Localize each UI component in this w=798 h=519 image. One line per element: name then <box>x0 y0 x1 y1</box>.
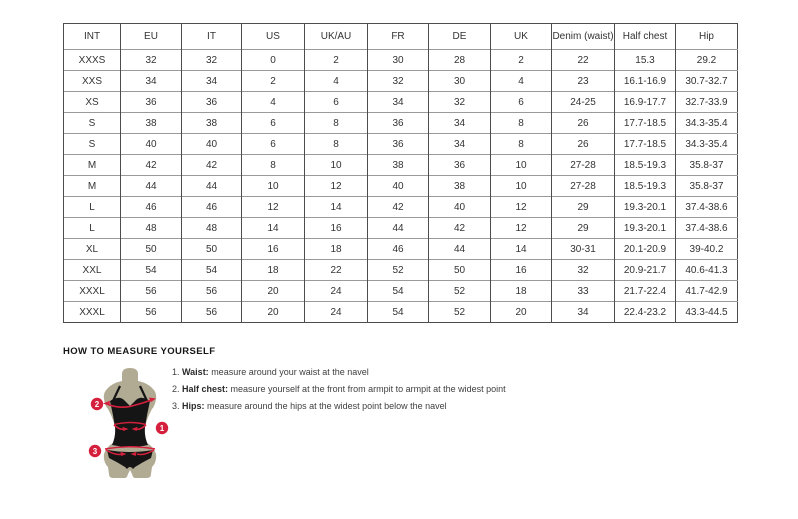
table-cell: S <box>64 134 121 155</box>
table-cell: 12 <box>305 176 368 197</box>
table-cell: 44 <box>121 176 182 197</box>
table-cell: XXXL <box>64 281 121 302</box>
table-cell: 8 <box>491 134 552 155</box>
table-cell: 8 <box>491 113 552 134</box>
table-cell: 37.4-38.6 <box>676 218 738 239</box>
table-cell: 24 <box>305 281 368 302</box>
instruction-label: Waist: <box>182 367 209 377</box>
table-cell: 28 <box>429 50 491 71</box>
table-cell: 48 <box>182 218 242 239</box>
table-cell: XXXL <box>64 302 121 323</box>
instruction-number: 1. <box>172 367 183 377</box>
measurement-figure <box>86 366 170 479</box>
table-row <box>64 302 738 323</box>
instruction-text: measure around the hips at the widest point below the navel <box>204 401 447 411</box>
table-cell: 4 <box>242 92 305 113</box>
hips-badge <box>89 445 101 457</box>
table-cell: 30.7-32.7 <box>676 71 738 92</box>
table-cell: 38 <box>429 176 491 197</box>
table-cell: 14 <box>305 197 368 218</box>
table-cell: 16.9-17.7 <box>615 92 676 113</box>
table-cell: 36 <box>368 134 429 155</box>
table-row <box>64 155 738 176</box>
column-header: Hip <box>676 24 738 50</box>
table-cell: 8 <box>305 134 368 155</box>
table-cell: 14 <box>491 239 552 260</box>
table-row <box>64 50 738 71</box>
column-header: INT <box>64 24 121 50</box>
table-cell: 12 <box>242 197 305 218</box>
table-cell: 32 <box>182 50 242 71</box>
table-cell: 44 <box>368 218 429 239</box>
table-cell: 6 <box>242 113 305 134</box>
table-cell: 17.7-18.5 <box>615 134 676 155</box>
table-cell: 16 <box>491 260 552 281</box>
table-cell: 36 <box>429 155 491 176</box>
table-cell: 32 <box>121 50 182 71</box>
instruction-number: 2. <box>172 384 183 394</box>
table-cell: 22 <box>552 50 615 71</box>
table-row <box>64 134 738 155</box>
table-cell: 34.3-35.4 <box>676 113 738 134</box>
table-cell: 36 <box>121 92 182 113</box>
table-cell: 12 <box>491 197 552 218</box>
table-cell: 6 <box>491 92 552 113</box>
table-cell: 18.5-19.3 <box>615 155 676 176</box>
measure-instructions <box>172 367 506 418</box>
table-cell: 22 <box>305 260 368 281</box>
table-row <box>64 71 738 92</box>
table-cell: 8 <box>242 155 305 176</box>
table-cell: 26 <box>552 113 615 134</box>
table-cell: XXL <box>64 260 121 281</box>
table-cell: 2 <box>491 50 552 71</box>
table-cell: 54 <box>121 260 182 281</box>
column-header: Half chest <box>615 24 676 50</box>
measure-heading: HOW TO MEASURE YOURSELF <box>63 346 216 357</box>
column-header: Denim (waist) <box>552 24 615 50</box>
table-cell: 54 <box>182 260 242 281</box>
table-cell: 16 <box>242 239 305 260</box>
table-cell: 15.3 <box>615 50 676 71</box>
table-cell: 20 <box>242 281 305 302</box>
table-cell: 30-31 <box>552 239 615 260</box>
table-cell: 36 <box>368 113 429 134</box>
table-cell: 35.8-37 <box>676 155 738 176</box>
table-cell: 18 <box>491 281 552 302</box>
size-chart-table <box>63 23 738 323</box>
table-cell: 20.1-20.9 <box>615 239 676 260</box>
table-cell: XL <box>64 239 121 260</box>
table-row <box>64 176 738 197</box>
table-cell: 23 <box>552 71 615 92</box>
table-cell: 19.3-20.1 <box>615 218 676 239</box>
table-cell: 16 <box>305 218 368 239</box>
table-cell: 32 <box>368 71 429 92</box>
table-cell: 54 <box>368 302 429 323</box>
table-cell: 52 <box>429 302 491 323</box>
table-cell: 32 <box>429 92 491 113</box>
table-cell: 50 <box>182 239 242 260</box>
measure-instruction <box>172 367 506 377</box>
table-cell: 52 <box>429 281 491 302</box>
table-cell: 18 <box>242 260 305 281</box>
table-cell: 46 <box>182 197 242 218</box>
table-cell: 43.3-44.5 <box>676 302 738 323</box>
table-cell: 27-28 <box>552 155 615 176</box>
table-cell: 37.4-38.6 <box>676 197 738 218</box>
table-cell: 56 <box>182 302 242 323</box>
table-cell: 24-25 <box>552 92 615 113</box>
table-cell: 54 <box>368 281 429 302</box>
table-cell: 6 <box>242 134 305 155</box>
chest-badge <box>91 398 103 410</box>
table-cell: 34 <box>552 302 615 323</box>
table-cell: 56 <box>182 281 242 302</box>
table-cell: XXXS <box>64 50 121 71</box>
table-cell: 50 <box>121 239 182 260</box>
table-cell: 44 <box>429 239 491 260</box>
table-cell: 48 <box>121 218 182 239</box>
table-cell: 40 <box>182 134 242 155</box>
table-cell: L <box>64 218 121 239</box>
table-cell: 34 <box>121 71 182 92</box>
table-cell: 39-40.2 <box>676 239 738 260</box>
table-cell: 30 <box>368 50 429 71</box>
table-cell: 38 <box>182 113 242 134</box>
instruction-label: Half chest: <box>182 384 229 394</box>
table-cell: 42 <box>182 155 242 176</box>
table-cell: 20 <box>491 302 552 323</box>
table-cell: 10 <box>305 155 368 176</box>
table-cell: 26 <box>552 134 615 155</box>
table-cell: 29 <box>552 197 615 218</box>
table-cell: 56 <box>121 302 182 323</box>
instruction-text: measure around your waist at the navel <box>208 367 369 377</box>
table-cell: 4 <box>491 71 552 92</box>
table-cell: 22.4-23.2 <box>615 302 676 323</box>
table-row <box>64 92 738 113</box>
table-cell: 2 <box>305 50 368 71</box>
table-cell: M <box>64 155 121 176</box>
table-cell: XS <box>64 92 121 113</box>
table-cell: 21.7-22.4 <box>615 281 676 302</box>
table-cell: 30 <box>429 71 491 92</box>
table-cell: 34 <box>182 71 242 92</box>
table-cell: 36 <box>182 92 242 113</box>
table-cell: L <box>64 197 121 218</box>
table-cell: 24 <box>305 302 368 323</box>
table-cell: 10 <box>491 155 552 176</box>
column-header: IT <box>182 24 242 50</box>
table-cell: 18 <box>305 239 368 260</box>
table-cell: 40 <box>429 197 491 218</box>
column-header: DE <box>429 24 491 50</box>
table-cell: XXS <box>64 71 121 92</box>
column-header: UK/AU <box>305 24 368 50</box>
table-cell: 44 <box>182 176 242 197</box>
table-cell: 40.6-41.3 <box>676 260 738 281</box>
waist-badge <box>156 422 168 434</box>
column-header: UK <box>491 24 552 50</box>
table-cell: 29.2 <box>676 50 738 71</box>
column-header: US <box>242 24 305 50</box>
table-cell: M <box>64 176 121 197</box>
table-cell: 41.7-42.9 <box>676 281 738 302</box>
table-cell: 56 <box>121 281 182 302</box>
table-cell: 42 <box>121 155 182 176</box>
table-cell: 8 <box>305 113 368 134</box>
table-header-row <box>64 24 738 50</box>
measure-instruction <box>172 384 506 394</box>
table-cell: 34 <box>429 113 491 134</box>
table-cell: 40 <box>121 134 182 155</box>
table-cell: 0 <box>242 50 305 71</box>
instruction-text: measure yourself at the front from armpit to armpit at the widest point <box>228 384 506 394</box>
measure-instruction <box>172 401 506 411</box>
table-row <box>64 239 738 260</box>
svg-text:3: 3 <box>92 447 98 456</box>
table-cell: 34 <box>429 134 491 155</box>
table-row <box>64 218 738 239</box>
table-row <box>64 260 738 281</box>
table-cell: 19.3-20.1 <box>615 197 676 218</box>
svg-text:2: 2 <box>94 400 100 409</box>
table-cell: 17.7-18.5 <box>615 113 676 134</box>
table-cell: 40 <box>368 176 429 197</box>
table-cell: 34 <box>368 92 429 113</box>
table-cell: 18.5-19.3 <box>615 176 676 197</box>
column-header: EU <box>121 24 182 50</box>
table-cell: 10 <box>242 176 305 197</box>
table-row <box>64 197 738 218</box>
table-cell: 46 <box>368 239 429 260</box>
instruction-label: Hips: <box>182 401 205 411</box>
table-cell: 20.9-21.7 <box>615 260 676 281</box>
table-cell: 6 <box>305 92 368 113</box>
table-cell: 33 <box>552 281 615 302</box>
table-cell: 38 <box>368 155 429 176</box>
instruction-number: 3. <box>172 401 183 411</box>
table-cell: 27-28 <box>552 176 615 197</box>
table-cell: 20 <box>242 302 305 323</box>
column-header: FR <box>368 24 429 50</box>
table-cell: 42 <box>368 197 429 218</box>
table-cell: 38 <box>121 113 182 134</box>
table-row <box>64 113 738 134</box>
table-cell: 42 <box>429 218 491 239</box>
table-cell: 52 <box>368 260 429 281</box>
table-cell: 29 <box>552 218 615 239</box>
table-cell: 46 <box>121 197 182 218</box>
table-cell: 10 <box>491 176 552 197</box>
table-cell: 2 <box>242 71 305 92</box>
table-row <box>64 281 738 302</box>
table-cell: 32.7-33.9 <box>676 92 738 113</box>
table-cell: 12 <box>491 218 552 239</box>
table-cell: 14 <box>242 218 305 239</box>
table-cell: 50 <box>429 260 491 281</box>
table-cell: S <box>64 113 121 134</box>
table-cell: 32 <box>552 260 615 281</box>
table-cell: 16.1-16.9 <box>615 71 676 92</box>
table-cell: 35.8-37 <box>676 176 738 197</box>
svg-text:1: 1 <box>159 424 165 433</box>
table-cell: 4 <box>305 71 368 92</box>
table-cell: 34.3-35.4 <box>676 134 738 155</box>
